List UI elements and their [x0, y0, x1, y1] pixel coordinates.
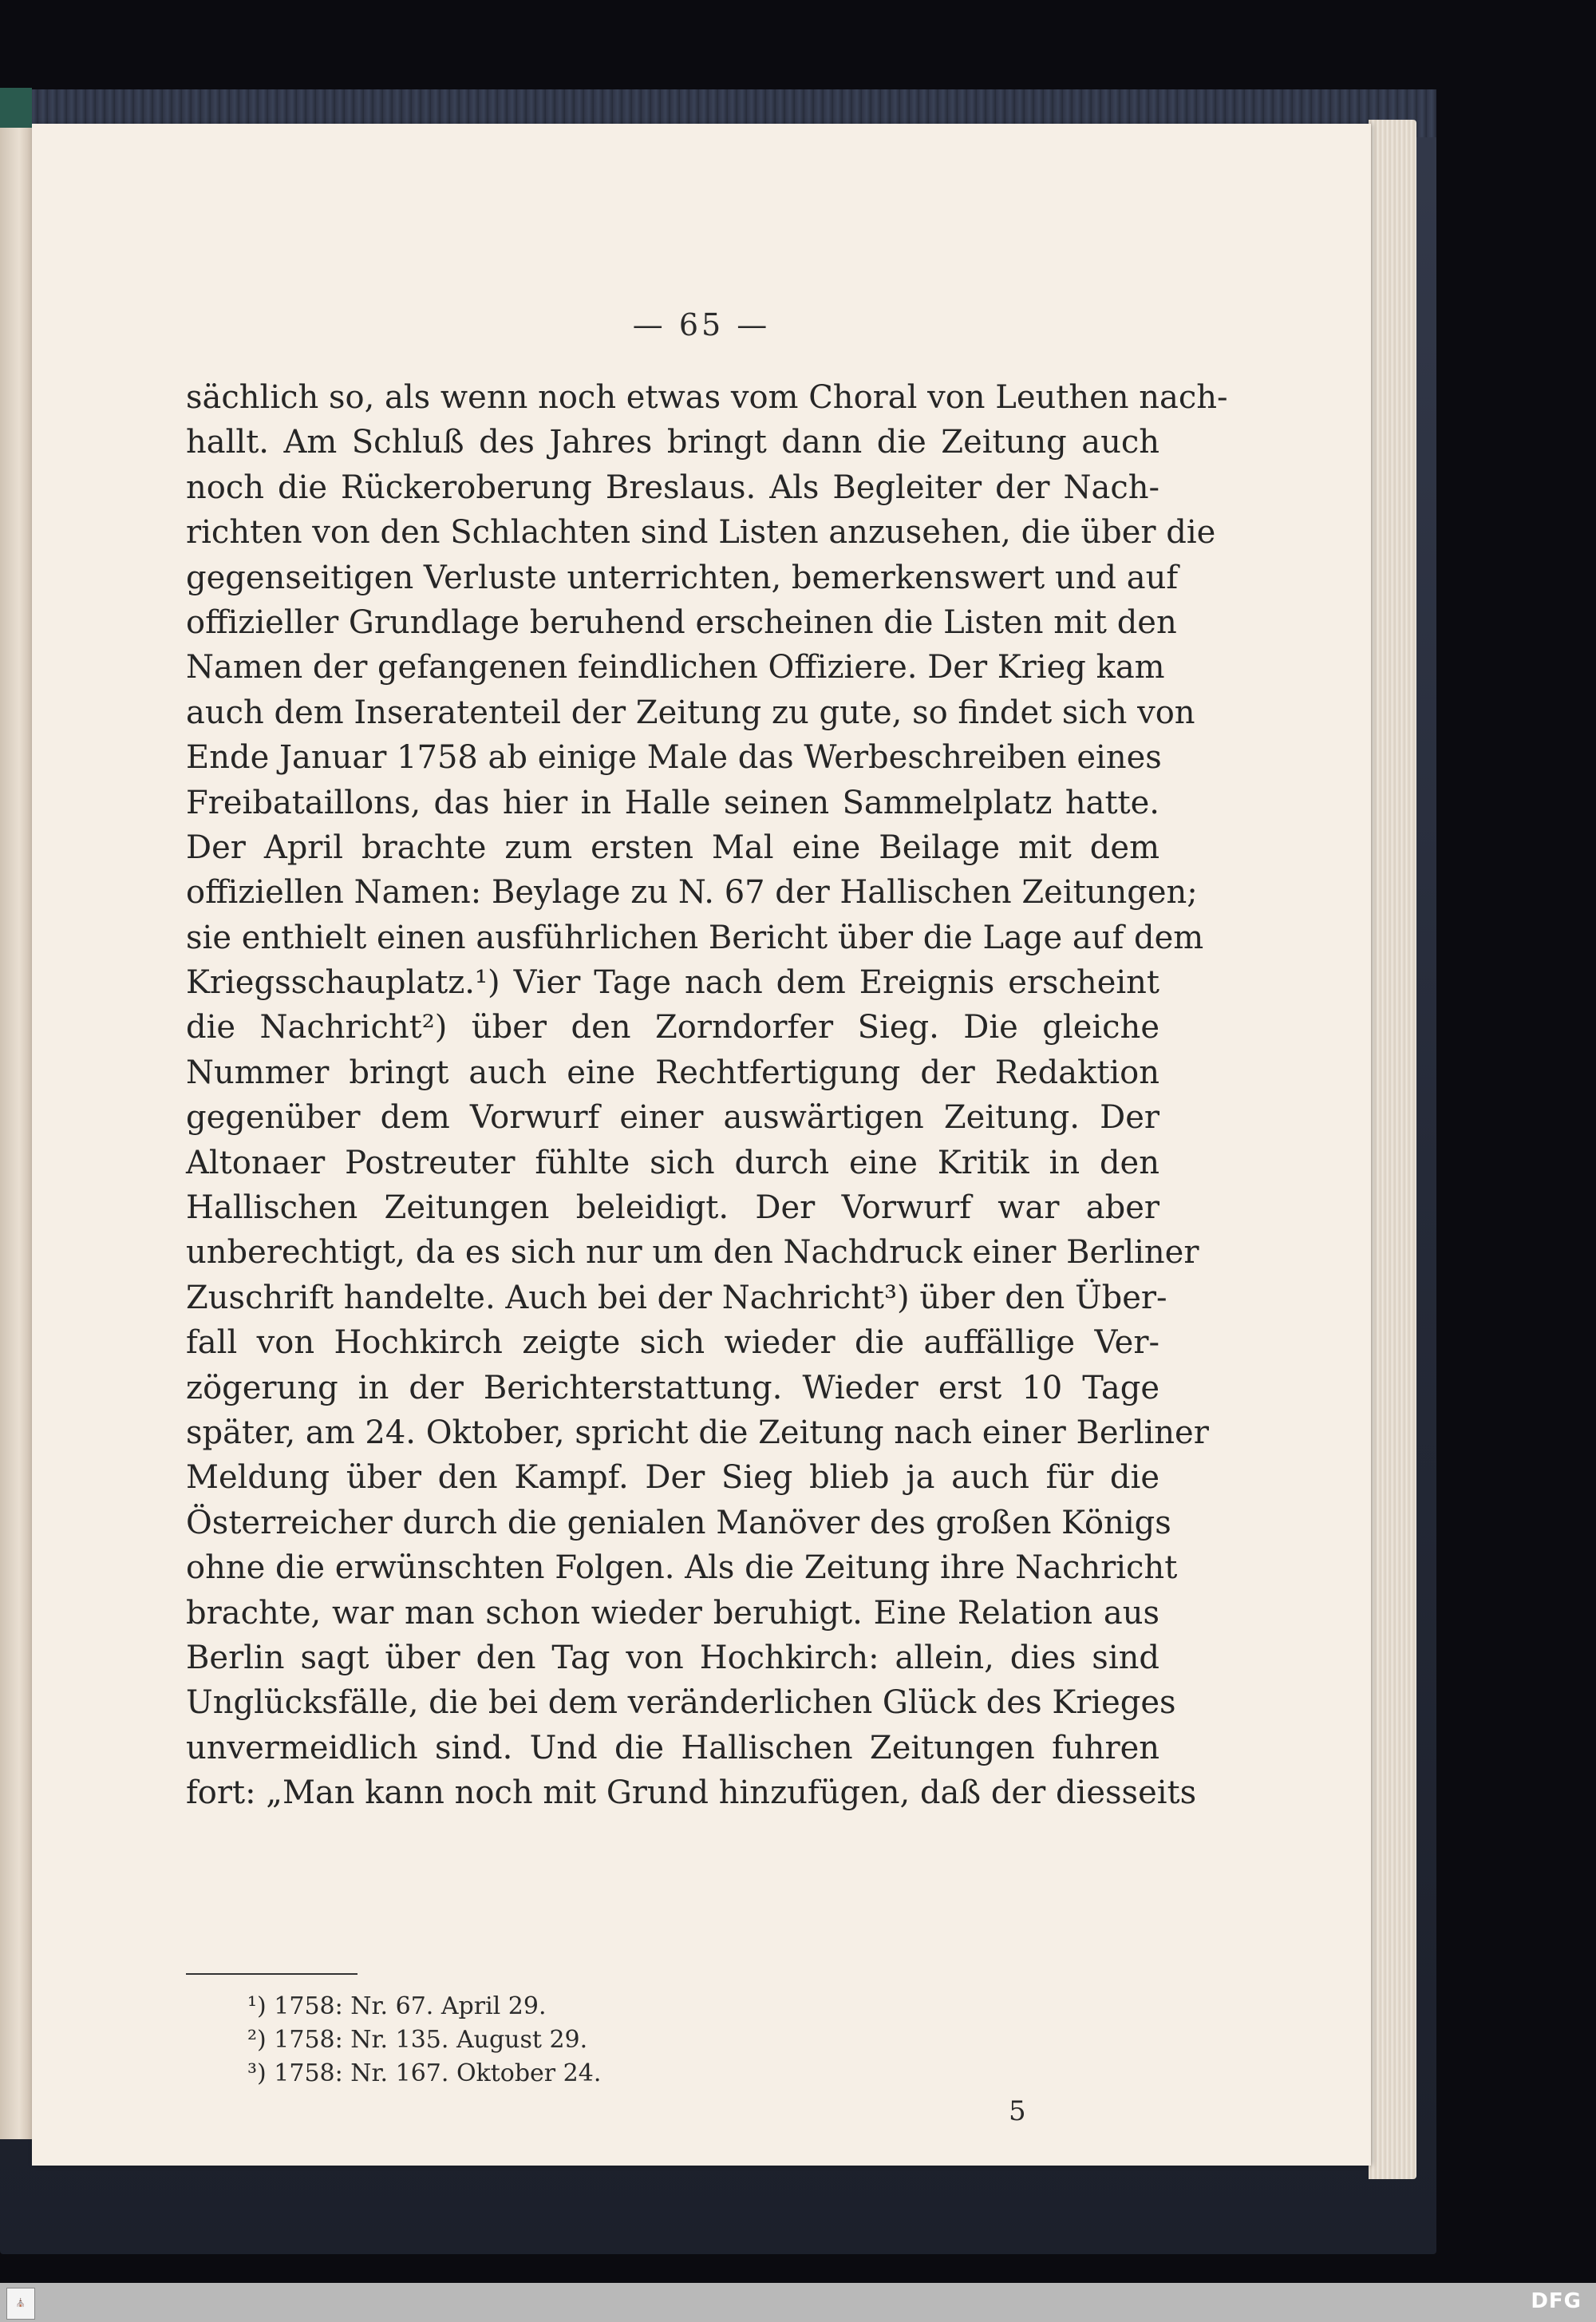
text-line: Hallischen Zeitungen beleidigt. Der Vorwurf war aber	[186, 1189, 1159, 1227]
text-line: offiziellen Namen: Beylage zu N. 67 der Hallischen Zeitungen;	[186, 874, 1198, 912]
text-line: später, am 24. Oktober, spricht die Zeitung nach einer Berliner	[186, 1414, 1209, 1451]
text-line: Namen der gefangenen feindlichen Offiziere. Der Krieg kam	[186, 649, 1165, 686]
library-logo-icon: ⛪	[6, 2288, 35, 2320]
footnote: ³) 1758: Nr. 167. Oktober 24.	[247, 2059, 602, 2087]
text-line: Berlin sagt über den Tag von Hochkirch: allein, dies sind	[186, 1639, 1159, 1676]
text-line: Kriegsschauplatz.¹) Vier Tage nach dem Ereignis erscheint	[186, 964, 1159, 1002]
body-text	[186, 375, 1228, 1816]
text-line: Der April brachte zum ersten Mal eine Beilage mit dem	[186, 829, 1159, 866]
text-line: sie enthielt einen ausführlichen Bericht über die Lage auf dem	[186, 919, 1204, 956]
book-page	[32, 124, 1371, 2166]
footnote: ²) 1758: Nr. 135. August 29.	[247, 2026, 588, 2054]
dfg-logo: DFG	[1531, 2289, 1582, 2313]
text-line: hallt. Am Schluß des Jahres bringt dann die Zeitung auch	[186, 424, 1159, 461]
footnote: ¹) 1758: Nr. 67. April 29.	[247, 1992, 547, 2020]
text-line: richten von den Schlachten sind Listen anzusehen, die über die	[186, 514, 1216, 552]
page-number-header: — 65 —	[632, 307, 771, 342]
text-line: Meldung über den Kampf. Der Sieg blieb ja auch für die	[186, 1459, 1159, 1497]
left-page-edge	[0, 128, 32, 2139]
text-line: noch die Rückeroberung Breslaus. Als Begleiter der Nach-	[186, 469, 1159, 506]
footnote-divider	[186, 1973, 358, 1975]
text-line: auch dem Inseratenteil der Zeitung zu gute, so findet sich von	[186, 694, 1195, 731]
text-line: Nummer bringt auch eine Rechtfertigung der Redaktion	[186, 1054, 1159, 1091]
text-line: die Nachricht²) über den Zorndorfer Sieg. Die gleiche	[186, 1009, 1159, 1046]
text-line: Zuschrift handelte. Auch bei der Nachricht³) über den Über-	[186, 1279, 1167, 1316]
text-line: fort: „Man kann noch mit Grund hinzufügen, daß der diesseits	[186, 1774, 1197, 1812]
signature-mark: 5	[1009, 2095, 1026, 2127]
text-line: Freibataillons, das hier in Halle seinen Sammelplatz hatte.	[186, 784, 1159, 821]
footnotes	[247, 1990, 601, 2091]
text-line: Altonaer Postreuter fühlte sich durch eine Kritik in den	[186, 1144, 1159, 1181]
text-line: gegenseitigen Verluste unterrichten, bemerkenswert und auf	[186, 559, 1179, 596]
text-line: Österreicher durch die genialen Manöver des großen Königs	[186, 1504, 1171, 1541]
text-line: unberechtigt, da es sich nur um den Nachdruck einer Berliner	[186, 1234, 1199, 1272]
text-line: zögerung in der Berichterstattung. Wieder erst 10 Tage	[186, 1369, 1159, 1406]
text-line: unvermeidlich sind. Und die Hallischen Zeitungen fuhren	[186, 1729, 1159, 1766]
text-line: fall von Hochkirch zeigte sich wieder die auffällige Ver-	[186, 1324, 1159, 1362]
text-line: ohne die erwünschten Folgen. Als die Zeitung ihre Nachricht	[186, 1549, 1178, 1587]
text-line: sächlich so, als wenn noch etwas vom Choral von Leuthen nach-	[186, 379, 1228, 416]
text-line: Unglücksfälle, die bei dem veränderlichen Glück des Krieges	[186, 1684, 1176, 1722]
text-line: offizieller Grundlage beruhend erscheinen die Listen mit den	[186, 603, 1177, 641]
text-line: Ende Januar 1758 ab einige Male das Werbeschreiben eines	[186, 739, 1162, 777]
text-line: brachte, war man schon wieder beruhigt. Eine Relation aus	[186, 1594, 1159, 1632]
left-binding	[0, 88, 32, 128]
viewer-footer-bar	[0, 2283, 1596, 2322]
text-line: gegenüber dem Vorwurf einer auswärtigen Zeitung. Der	[186, 1099, 1159, 1137]
page-stack-edge	[1369, 120, 1416, 2179]
